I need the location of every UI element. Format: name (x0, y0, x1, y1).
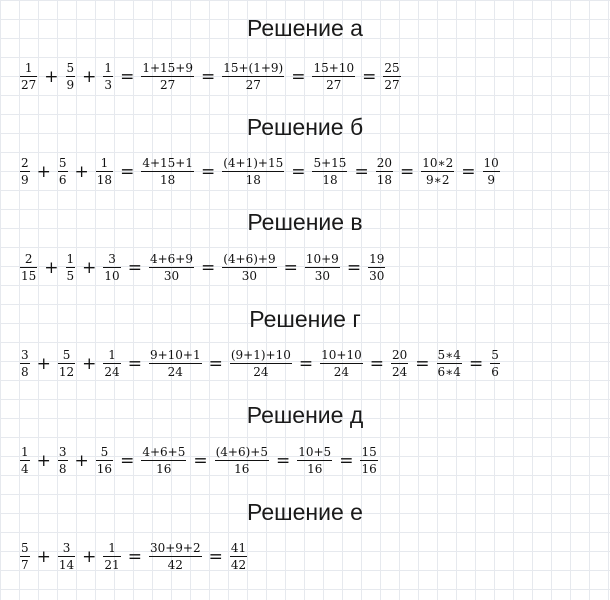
equals-sign: = (120, 66, 135, 87)
equals-sign: = (291, 161, 306, 182)
fraction (310, 61, 357, 92)
plus-sign: + (36, 450, 51, 471)
fraction (374, 156, 395, 187)
numerator: 15 (361, 445, 377, 459)
numerator: 5 (21, 541, 29, 555)
fraction (220, 252, 278, 283)
plus-sign: + (74, 450, 89, 471)
numerator: 2 (21, 156, 29, 170)
fraction (358, 445, 379, 476)
equation-line (18, 445, 380, 476)
fraction (56, 348, 77, 379)
fraction (101, 541, 122, 572)
numerator: 15+10 (313, 61, 355, 75)
denominator: 9∗2 (426, 173, 450, 187)
fraction (303, 252, 342, 283)
fraction (56, 445, 70, 476)
fraction (220, 156, 286, 187)
denominator: 18 (160, 173, 176, 187)
denominator: 6 (491, 365, 499, 379)
equals-sign: = (362, 66, 377, 87)
fraction (213, 445, 271, 476)
numerator: 1 (24, 61, 33, 75)
fraction (228, 348, 294, 379)
denominator: 16 (361, 462, 377, 476)
equals-sign: = (193, 450, 208, 471)
fraction (56, 156, 70, 187)
equals-sign: = (339, 450, 354, 471)
denominator: 42 (167, 558, 183, 572)
fraction (101, 252, 122, 283)
numerator: 10+5 (298, 445, 332, 459)
numerator: (4+6)+5 (215, 445, 268, 459)
numerator: 2 (24, 252, 33, 266)
numerator: 3 (58, 445, 67, 459)
numerator: 5 (58, 156, 67, 170)
fraction (101, 348, 122, 379)
plus-sign: + (44, 66, 59, 87)
numerator: 1+15+9 (142, 61, 193, 75)
denominator: 12 (58, 365, 75, 379)
fraction (64, 252, 78, 283)
numerator: 3 (62, 541, 71, 555)
numerator: (4+6)+9 (223, 252, 276, 266)
solution-heading: Решение в (247, 209, 363, 235)
equals-sign: = (200, 257, 216, 278)
denominator: 5 (66, 269, 75, 283)
denominator: 27 (160, 78, 176, 92)
equals-sign: = (208, 546, 223, 567)
fraction (381, 61, 402, 92)
fraction (56, 541, 77, 572)
equals-sign: = (468, 353, 484, 374)
equals-sign: = (415, 353, 430, 374)
denominator: 3 (104, 78, 113, 92)
fraction (18, 156, 32, 187)
fraction (18, 61, 39, 92)
denominator: 24 (167, 365, 183, 379)
numerator: 41 (230, 541, 247, 555)
numerator: 19 (369, 252, 385, 266)
fraction (64, 61, 78, 92)
denominator: 16 (156, 462, 172, 476)
fraction (389, 348, 410, 379)
equals-sign: = (291, 66, 306, 87)
numerator: 5+15 (313, 156, 347, 170)
denominator: 42 (230, 558, 247, 572)
numerator: 10+10 (321, 348, 362, 362)
denominator: 9 (487, 173, 495, 187)
numerator: 5 (62, 348, 71, 362)
numerator: 4+6+9 (149, 252, 193, 266)
plus-sign: + (82, 66, 97, 87)
solution-heading: Решение б (246, 114, 364, 140)
denominator: 27 (384, 78, 400, 92)
fraction (18, 348, 32, 379)
fraction (295, 445, 334, 476)
equals-sign: = (461, 161, 476, 182)
numerator: 5 (100, 445, 109, 459)
equals-sign: = (283, 257, 298, 278)
denominator: 27 (21, 78, 37, 92)
equals-sign: = (354, 161, 369, 182)
denominator: 9 (21, 173, 29, 187)
numerator: 1 (108, 541, 116, 555)
denominator: 18 (322, 173, 338, 187)
equation-line (18, 156, 502, 187)
numerator: 30+9+2 (149, 541, 201, 555)
numerator: 4+6+5 (142, 445, 186, 459)
numerator: (4+1)+15 (223, 156, 284, 170)
solution-heading: Решение е (247, 499, 363, 525)
equals-sign: = (208, 353, 223, 374)
equation-line (18, 252, 387, 283)
fraction (18, 252, 39, 283)
fraction (94, 445, 115, 476)
denominator: 18 (376, 173, 392, 187)
numerator: 10 (483, 156, 499, 170)
fraction (419, 156, 456, 187)
fraction (220, 61, 286, 92)
plus-sign: + (82, 257, 97, 278)
numerator: 10∗2 (422, 156, 454, 170)
denominator: 15 (21, 269, 37, 283)
numerator: 1 (66, 252, 75, 266)
numerator: 15+(1+9) (223, 61, 284, 75)
plus-sign: + (44, 257, 59, 278)
denominator: 30 (241, 269, 258, 283)
fraction (481, 156, 502, 187)
fraction (139, 445, 188, 476)
equals-sign: = (120, 450, 135, 471)
denominator: 8 (21, 365, 29, 379)
fraction (366, 252, 387, 283)
numerator: (9+1)+10 (230, 348, 291, 362)
fraction (228, 541, 249, 572)
denominator: 10 (104, 269, 120, 283)
plus-sign: + (36, 546, 51, 567)
denominator: 18 (96, 173, 113, 187)
numerator: 20 (391, 348, 408, 362)
numerator: 20 (376, 156, 392, 170)
denominator: 27 (245, 78, 261, 92)
denominator: 30 (369, 269, 385, 283)
equals-sign: = (200, 161, 216, 182)
numerator: 5 (66, 61, 75, 75)
fraction (18, 541, 32, 572)
fraction (318, 348, 365, 379)
fraction (139, 156, 196, 187)
plus-sign: + (82, 546, 97, 567)
fraction (101, 61, 115, 92)
denominator: 30 (314, 269, 330, 283)
equals-sign: = (369, 353, 384, 374)
equation-line (18, 541, 249, 572)
denominator: 16 (307, 462, 323, 476)
solution-heading: Решение г (249, 306, 361, 332)
fraction (435, 348, 464, 379)
fraction (18, 445, 32, 476)
plus-sign: + (36, 161, 51, 182)
equals-sign: = (127, 353, 142, 374)
denominator: 6 (58, 173, 67, 187)
numerator: 5∗4 (437, 348, 461, 362)
numerator: 3 (21, 348, 29, 362)
equals-sign: = (120, 161, 135, 182)
fraction (310, 156, 349, 187)
denominator: 6∗4 (437, 365, 461, 379)
fraction (147, 252, 196, 283)
numerator: 1 (104, 61, 113, 75)
equals-sign: = (200, 66, 216, 87)
denominator: 14 (58, 558, 75, 572)
fraction (147, 348, 204, 379)
numerator: 9+10+1 (149, 348, 201, 362)
denominator: 30 (163, 269, 180, 283)
solution-heading: Решение д (246, 402, 364, 428)
equation-line (18, 61, 403, 92)
fraction (94, 156, 115, 187)
denominator: 18 (245, 173, 261, 187)
equals-sign: = (127, 546, 142, 567)
equals-sign: = (127, 257, 142, 278)
denominator: 24 (104, 365, 120, 379)
fraction (488, 348, 502, 379)
numerator: 25 (384, 61, 400, 75)
plus-sign: + (74, 161, 89, 182)
plus-sign: + (82, 353, 97, 374)
denominator: 4 (21, 462, 29, 476)
denominator: 16 (96, 462, 113, 476)
equals-sign: = (275, 450, 291, 471)
numerator: 4+15+1 (142, 156, 193, 170)
numerator: 10+9 (305, 252, 339, 266)
denominator: 8 (58, 462, 67, 476)
numerator: 1 (108, 348, 116, 362)
denominator: 24 (333, 365, 350, 379)
fraction (147, 541, 204, 572)
denominator: 24 (391, 365, 408, 379)
equals-sign: = (399, 161, 415, 182)
denominator: 27 (326, 78, 342, 92)
denominator: 9 (66, 78, 75, 92)
plus-sign: + (36, 353, 51, 374)
equals-sign: = (298, 353, 314, 374)
fraction (139, 61, 196, 92)
denominator: 21 (104, 558, 120, 572)
numerator: 1 (100, 156, 109, 170)
numerator: 5 (491, 348, 499, 362)
denominator: 7 (21, 558, 29, 572)
solution-heading: Решение а (247, 15, 363, 41)
denominator: 24 (253, 365, 269, 379)
denominator: 16 (234, 462, 250, 476)
equation-line (18, 348, 502, 379)
equals-sign: = (346, 257, 362, 278)
numerator: 1 (21, 445, 29, 459)
numerator: 3 (108, 252, 116, 266)
